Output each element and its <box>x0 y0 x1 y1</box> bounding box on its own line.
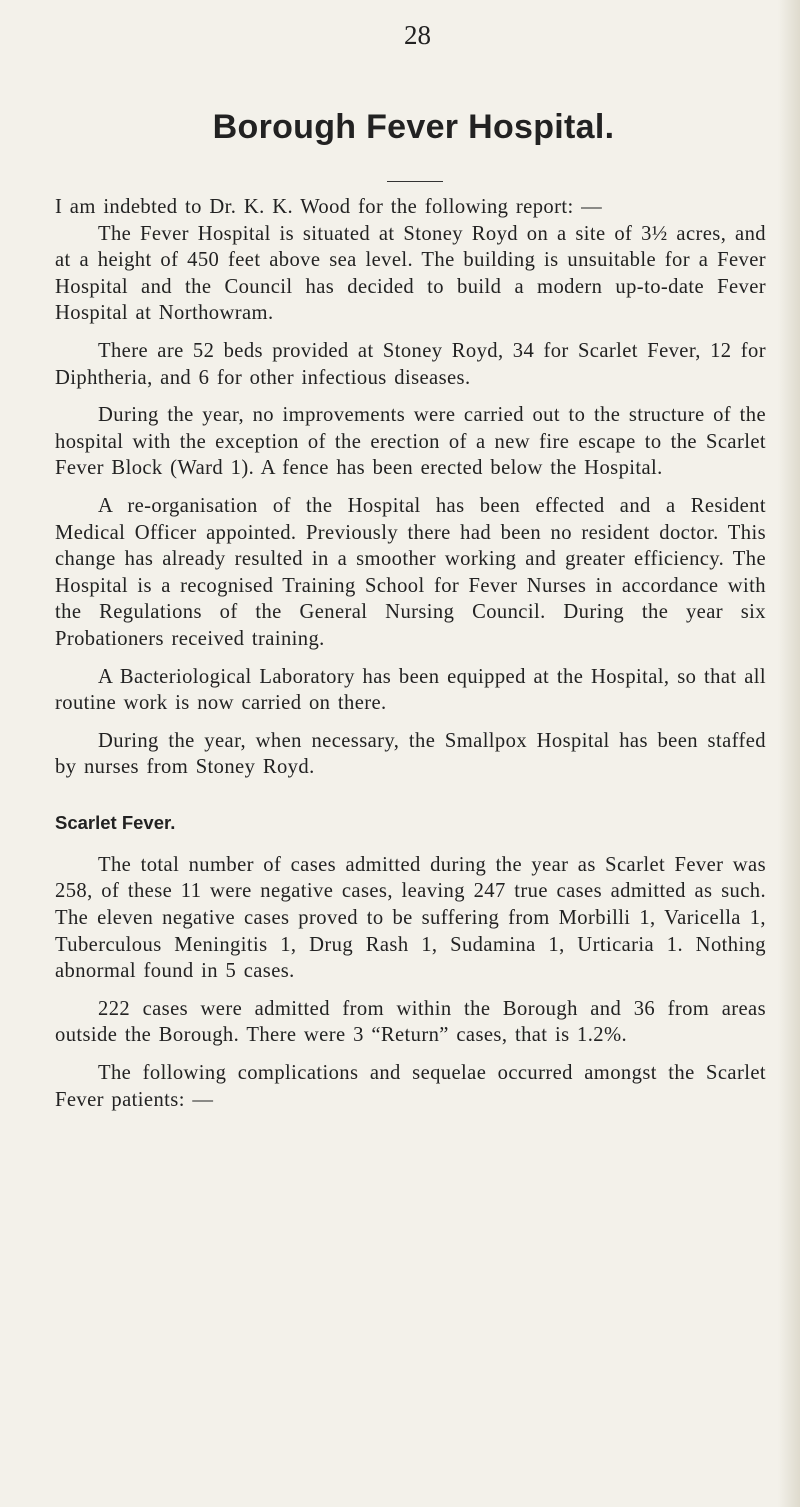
page-edge-shadow <box>778 0 800 1507</box>
improvements-paragraph: During the year, no improvements were carried out to the structure of the hospital with the exception of the erection of a new fire escape to the Scarlet Fever Block (Ward 1). A fence has been erected below the Hospital. <box>55 404 766 480</box>
page-number: 28 <box>404 20 431 50</box>
laboratory-paragraph: A Bacteriological Laboratory has been equipped at the Hospital, so that all routine work is now carried on there. <box>55 665 766 715</box>
scarlet-admissions-paragraph: The total number of cases admitted during the year as Scarlet Fever was 258, of these 11 were negative cases, leaving 247 true cases admitted as such. The eleven negative cases proved to be suffering from Morbilli 1, Varicella 1, Tuberculous Meningitis 1, Drug Rash 1, Sudamina 1, Urticaria 1. Nothing abnormal found in 5 cases. <box>55 853 766 983</box>
intro-paragraph: I am indebted to Dr. K. K. Wood for the following report: — <box>55 196 603 218</box>
title-divider <box>387 181 443 182</box>
scarlet-borough-paragraph: 222 cases were admitted from within the Borough and 36 from areas outside the Borough. There were 3 “Return” cases, that is 1.2%. <box>55 997 766 1047</box>
section-heading-scarlet-fever: Scarlet Fever. <box>55 811 176 833</box>
page-title: Borough Fever Hospital. <box>212 108 615 146</box>
site-paragraph: The Fever Hospital is situated at Stoney Royd on a site of 3½ acres, and at a height of 450 feet above sea level. The building is unsuitable for a Fever Hospital and the Council has decided to build a modern up-to-date Fever Hospital at Northowram. <box>55 222 766 325</box>
smallpox-paragraph: During the year, when necessary, the Smallpox Hospital has been staffed by nurses from Stoney Royd. <box>55 729 766 779</box>
reorganisation-paragraph: A re-organisation of the Hospital has been effected and a Resident Medical Officer appointed. Previously there had been no resident doctor. This change has already resulted in a smoother working and greater efficiency. The Hospital is a recognised Training School for Fever Nurses in accordance with the Regulations of the General Nursing Council. During the year six Probationers received training. <box>55 494 766 650</box>
scarlet-complications-paragraph: The following complications and sequelae occurred amongst the Scarlet Fever patients: — <box>55 1062 766 1111</box>
beds-paragraph: There are 52 beds provided at Stoney Royd, 34 for Scarlet Fever, 12 for Diphtheria, and 6 for other infectious diseases. <box>55 339 766 389</box>
